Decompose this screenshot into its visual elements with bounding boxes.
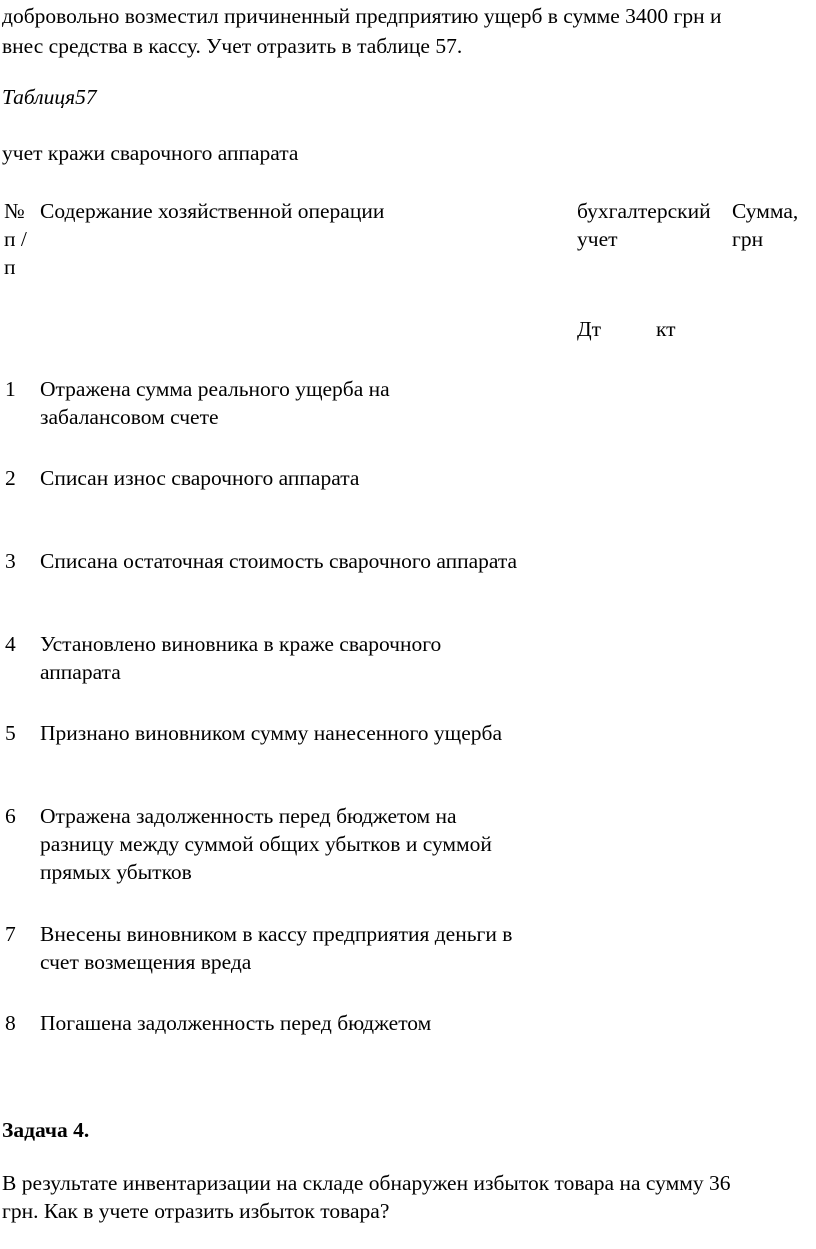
header-number-line-3: п	[4, 255, 16, 279]
row-text-line: Погашена задолженность перед бюджетом	[40, 1011, 432, 1035]
row-text	[40, 920, 512, 976]
intro-paragraph	[2, 1, 814, 61]
row-number: 1	[5, 377, 16, 401]
intro-line-2: внес средства в кассу. Учет отразить в таблице 57.	[2, 34, 463, 58]
row-number: 6	[5, 804, 16, 828]
header-accounting-line-2: учет	[577, 227, 618, 251]
row-text-line: Списана остаточная стоимость сварочного аппарата	[40, 549, 518, 573]
row-text	[40, 375, 390, 431]
header-accounting	[577, 197, 711, 253]
row-text-line: Отражена задолженность перед бюджетом на	[40, 804, 457, 828]
row-text-line: Отражена сумма реального ущерба на	[40, 377, 390, 401]
task-text-line-2: грн. Как в учете отразить избыток товара?	[2, 1199, 390, 1223]
row-text-line: Внесены виновником в кассу предприятия деньги в	[40, 922, 513, 946]
header-number	[4, 197, 27, 281]
task-title: Задача 4.	[2, 1118, 90, 1142]
header-debit: Дт	[577, 317, 602, 341]
table-caption: учет кражи сварочного аппарата	[2, 141, 299, 165]
header-sum-line-2: грн	[732, 227, 764, 251]
task-text-line-1: В результате инвентаризации на складе обнаружен избыток товара на сумму 36	[2, 1171, 731, 1195]
row-number: 7	[5, 922, 16, 946]
row-text-line: забалансовом счете	[40, 405, 219, 429]
header-number-line-2: п /	[4, 227, 27, 251]
row-text-line: разницу между суммой общих убытков и суммой	[40, 832, 492, 856]
row-text	[40, 1009, 431, 1037]
row-text-line: счет возмещения вреда	[40, 950, 252, 974]
table-label: Таблиця57	[2, 85, 97, 109]
row-number: 5	[5, 721, 16, 745]
header-sum-line-1: Сумма,	[732, 199, 799, 223]
row-text	[40, 464, 359, 492]
row-text-line: Списан износ сварочного аппарата	[40, 466, 360, 490]
row-number: 4	[5, 632, 16, 656]
row-text	[40, 719, 502, 747]
task-text	[2, 1169, 730, 1225]
row-number: 2	[5, 466, 16, 490]
header-credit: кт	[656, 317, 676, 341]
row-text-line: Признано виновником сумму нанесенного ущерба	[40, 721, 502, 745]
header-content: Содержание хозяйственной операции	[40, 199, 385, 223]
header-number-line-1: №	[4, 199, 25, 223]
row-text	[40, 802, 492, 886]
row-text-line: Установлено виновника в краже сварочного	[40, 632, 442, 656]
row-number: 3	[5, 549, 16, 573]
header-accounting-line-1: бухгалтерский	[577, 199, 711, 223]
row-text-line: аппарата	[40, 660, 121, 684]
row-text	[40, 630, 441, 686]
intro-line-1: добровольно возместил причиненный предприятию ущерб в сумме 3400 грн и	[2, 4, 722, 28]
row-text-line: прямых убытков	[40, 860, 192, 884]
row-text	[40, 547, 517, 575]
header-sum	[732, 197, 798, 253]
row-number: 8	[5, 1011, 16, 1035]
